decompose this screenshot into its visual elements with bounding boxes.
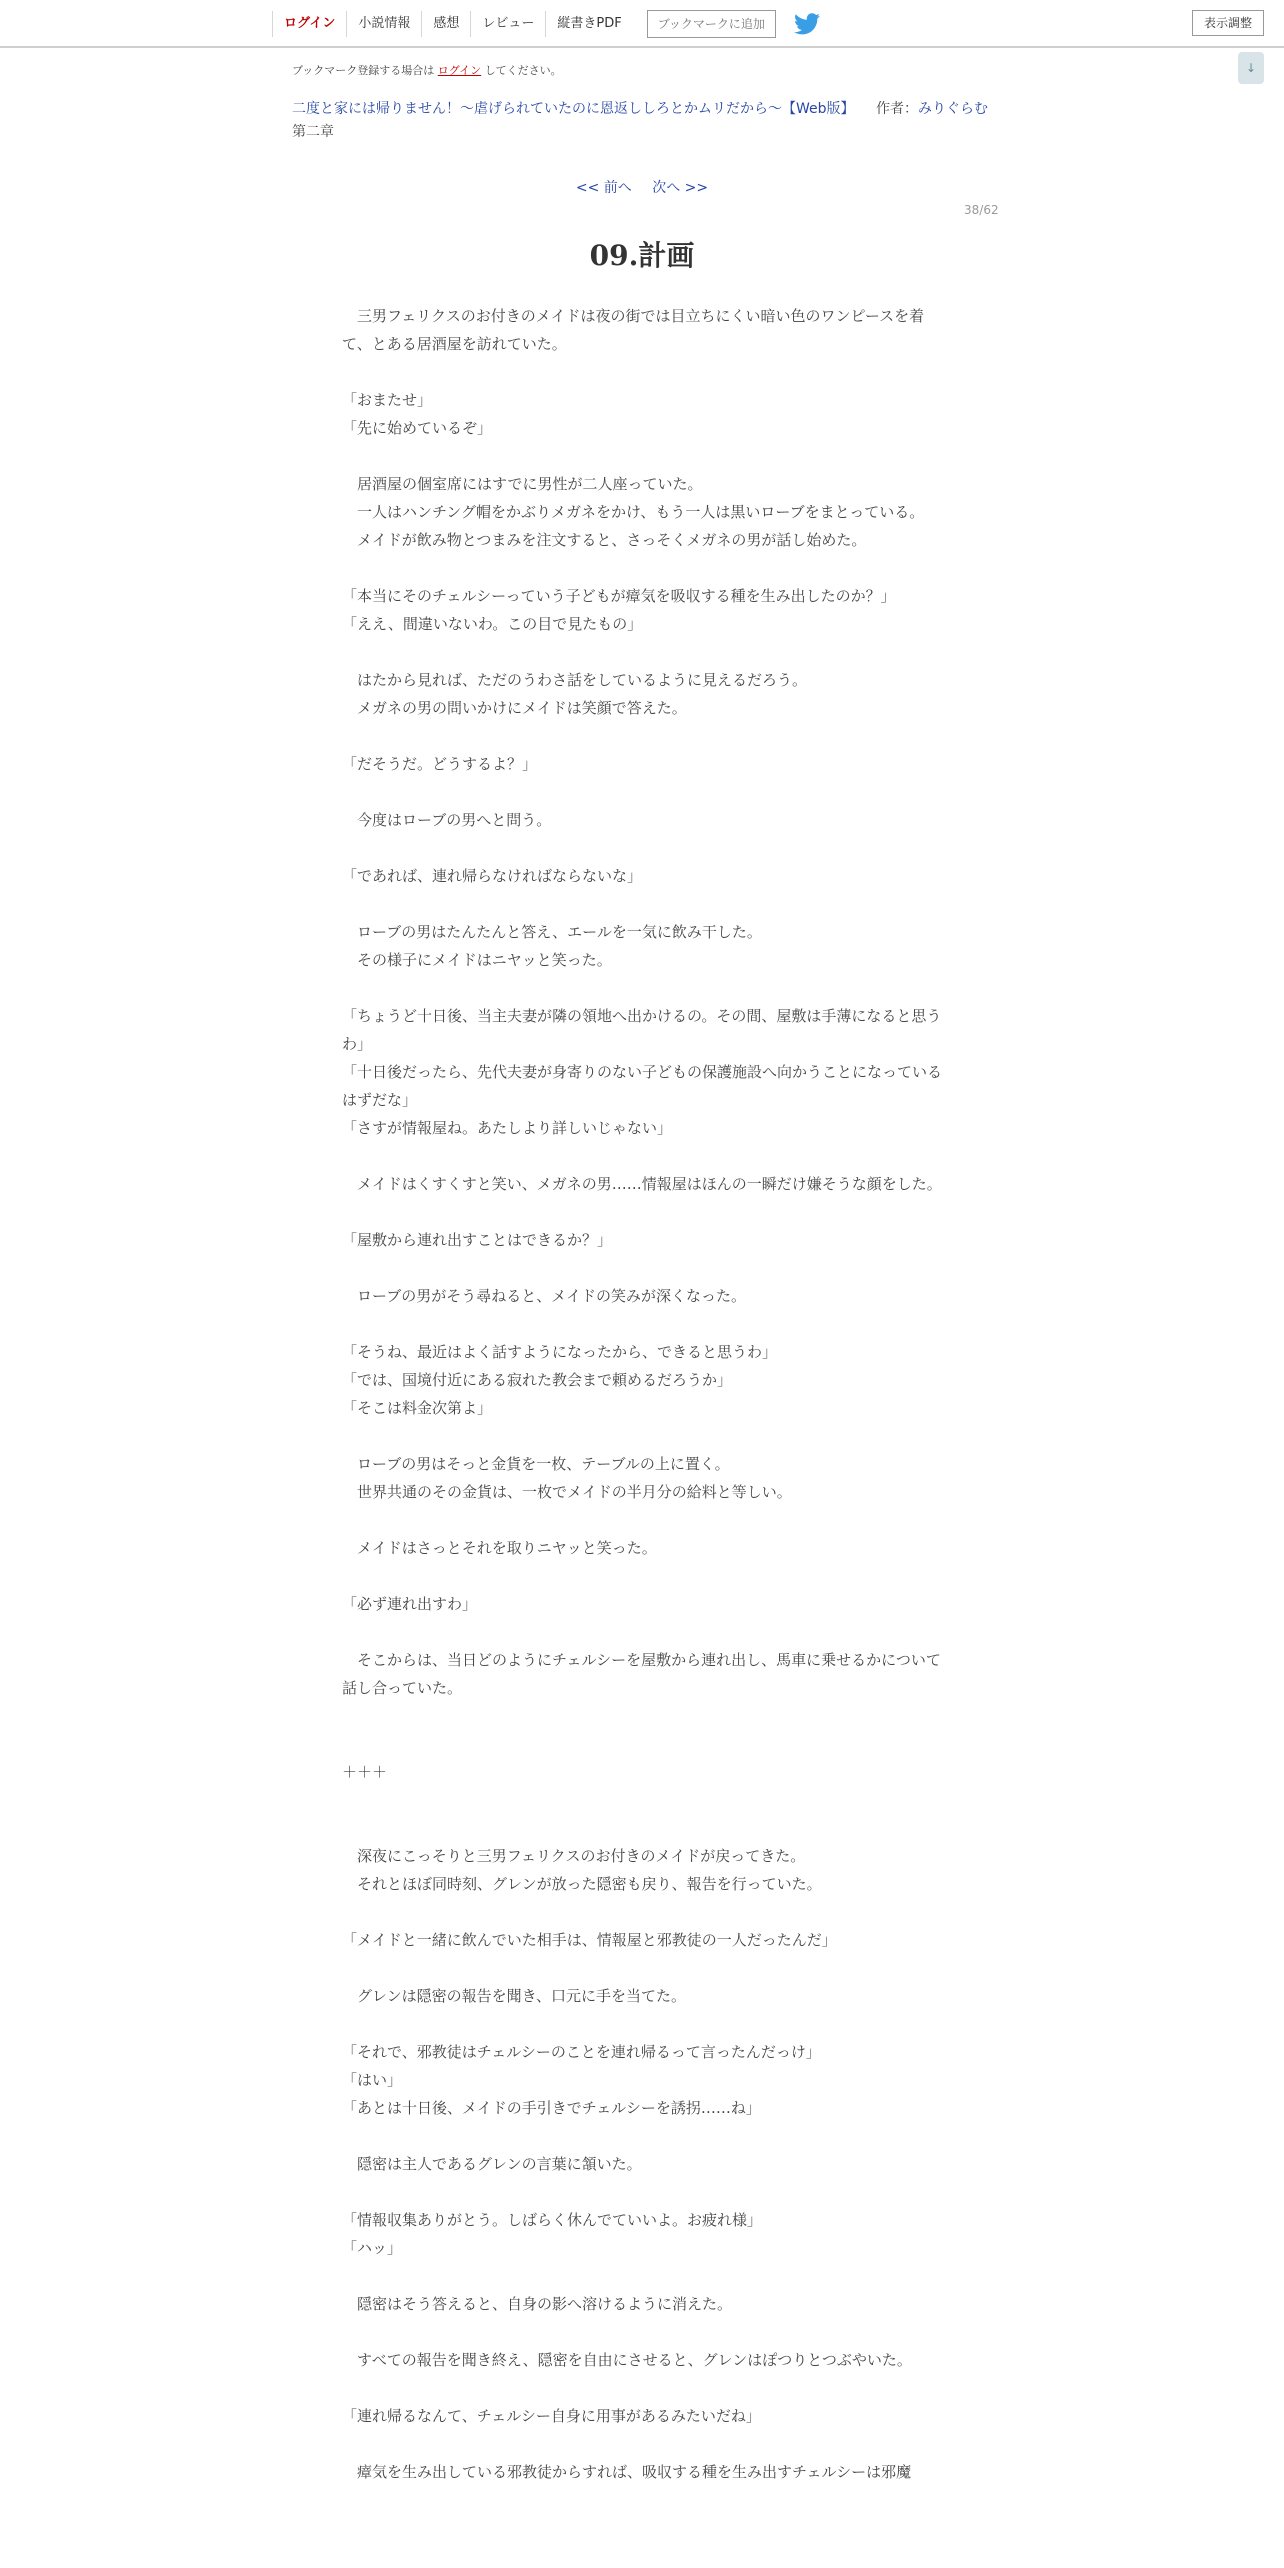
episode-count: 38/62	[964, 203, 999, 217]
nav-login-link[interactable]: ログイン	[272, 11, 346, 37]
author-name-link[interactable]: みりぐらむ	[918, 101, 988, 117]
chapter-name: 第二章	[292, 124, 334, 140]
body-line: 「そこは料金次第よ」	[342, 1399, 493, 1417]
body-line: 「さすが情報屋ね。あたしより詳しいじゃない」	[342, 1119, 673, 1137]
body-line	[342, 890, 942, 918]
body-line: 「であれば、連れ帰らなければならないな」	[342, 867, 643, 885]
body-line	[342, 1198, 942, 1226]
body-line: 「ええ、間違いないわ。この目で見たもの」	[342, 615, 643, 633]
body-line: ローブの男がそう尋ねると、メイドの笑みが深くなった。	[342, 1287, 746, 1305]
body-line	[342, 1618, 942, 1646]
display-settings-button[interactable]: 表示調整	[1192, 10, 1264, 36]
nav-impressions-link[interactable]: 感想	[421, 11, 470, 37]
body-line: その様子にメイドはニヤッと笑った。	[342, 951, 612, 969]
body-line: それとほぼ同時刻、グレンが放った隠密も戻り、報告を行っていた。	[342, 1875, 822, 1893]
body-line	[342, 1254, 942, 1282]
scroll-down-icon[interactable]: ↓	[1238, 52, 1264, 84]
episode-pager	[0, 177, 1284, 197]
prev-episode-link[interactable]: << 前へ	[575, 180, 632, 196]
body-line: 「だそうだ。どうするよ？」	[342, 755, 538, 773]
body-line	[342, 1954, 942, 1982]
body-line: 「ちょうど十日後、当主夫妻が隣の領地へ出かけるの。その間、屋敷は手薄になると思うわ」	[342, 1007, 942, 1053]
body-line: はたから見れば、ただのうわさ話をしているように見えるだろう。	[342, 671, 808, 689]
body-line	[342, 722, 942, 750]
body-line: 「では、国境付近にある寂れた教会まで頼めるだろうか」	[342, 1371, 733, 1389]
body-line	[342, 2430, 942, 2458]
body-line	[342, 1506, 942, 1534]
body-line: メイドはくすくすと笑い、メガネの男……情報屋はほんの一瞬だけ嫌そうな顔をした。	[342, 1175, 942, 1193]
body-line: メイドが飲み物とつまみを注文すると、さっそくメガネの男が話し始めた。	[342, 531, 867, 549]
body-line: ＋＋＋	[342, 1763, 388, 1781]
author-label: 作者：	[876, 101, 918, 117]
body-line: 「メイドと一緒に飲んでいた相手は、情報屋と邪教徒の一人だったんだ」	[342, 1931, 837, 1949]
body-line: 世界共通のその金貨は、一枚でメイドの半月分の給料と等しい。	[342, 1483, 792, 1501]
body-line: 今度はローブの男へと問う。	[342, 811, 552, 829]
body-line	[342, 1562, 942, 1590]
body-line: メイドはさっとそれを取りニヤッと笑った。	[342, 1539, 657, 1557]
body-line	[342, 2010, 942, 2038]
body-line: 「あとは十日後、メイドの手引きでチェルシーを誘拐……ね」	[342, 2099, 761, 2117]
body-line	[342, 2122, 942, 2150]
body-line	[342, 2318, 942, 2346]
nav-vertical-pdf-link[interactable]: 縦書きPDF	[545, 11, 632, 37]
bookmark-note-suffix: してください。	[484, 64, 562, 77]
body-line: 隠密はそう答えると、自身の影へ溶けるように消えた。	[342, 2295, 733, 2313]
body-line: メガネの男の問いかけにメイドは笑顔で答えた。	[342, 699, 687, 717]
author-info	[876, 98, 988, 118]
body-line: 瘴気を生み出している邪教徒からすれば、吸収する種を生み出すチェルシーは邪魔	[342, 2463, 912, 2481]
nav-review-link[interactable]: レビュー	[470, 11, 545, 37]
body-line	[342, 778, 942, 806]
top-navigation-bar	[0, 0, 1284, 48]
body-line	[342, 2178, 942, 2206]
body-line	[342, 638, 942, 666]
body-line: すべての報告を聞き終え、隠密を自由にさせると、グレンはぽつりとつぶやいた。	[342, 2351, 912, 2369]
body-line: ローブの男はそっと金貨を一枚、テーブルの上に置く。	[342, 1455, 730, 1473]
body-line	[342, 1310, 942, 1338]
body-line	[342, 1898, 942, 1926]
body-line: ローブの男はたんたんと答え、エールを一気に飲み干した。	[342, 923, 762, 941]
body-line: グレンは隠密の報告を聞き、口元に手を当てた。	[342, 1987, 687, 2005]
body-line: 「そうね、最近はよく話すようになったから、できると思うわ」	[342, 1343, 778, 1361]
body-line	[342, 358, 942, 386]
body-line: 「連れ帰るなんて、チェルシー自身に用事があるみたいだね」	[342, 2407, 761, 2425]
body-line	[342, 2374, 942, 2402]
body-line	[342, 1814, 942, 1842]
novel-title-link[interactable]: 二度と家には帰りません！～虐げられていたのに恩返ししろとかムリだから～【Web版】	[292, 101, 855, 117]
body-line: 居酒屋の個室席にはすでに男性が二人座っていた。	[342, 475, 703, 493]
body-line: 「必ず連れ出すわ」	[342, 1595, 478, 1613]
body-line: 一人はハンチング帽をかぶりメガネをかけ、もう一人は黒いローブをまとっている。	[342, 503, 925, 521]
body-line: 「はい」	[342, 2071, 403, 2089]
body-line: 深夜にこっそりと三男フェリクスのお付きのメイドが戻ってきた。	[342, 1847, 806, 1865]
nav-menu	[272, 10, 820, 38]
body-line	[342, 1422, 942, 1450]
nav-novel-info-link[interactable]: 小説情報	[346, 11, 421, 37]
body-line: 「屋敷から連れ出すことはできるか？」	[342, 1231, 613, 1249]
body-line	[342, 1702, 942, 1730]
twitter-icon[interactable]	[794, 13, 820, 35]
body-line: 隠密は主人であるグレンの言葉に頷いた。	[342, 2155, 642, 2173]
bookmark-note-login-link[interactable]: ログイン	[437, 64, 482, 77]
episode-title: 09.計画	[589, 239, 695, 272]
add-bookmark-button[interactable]: ブックマークに追加	[647, 10, 776, 38]
body-line	[342, 834, 942, 862]
body-line: 「先に始めているぞ」	[342, 419, 493, 437]
bookmark-note-prefix: ブックマーク登録する場合は	[292, 64, 435, 77]
body-line	[342, 1786, 942, 1814]
body-line	[342, 974, 942, 1002]
body-line	[342, 2262, 942, 2290]
body-line	[342, 1142, 942, 1170]
next-episode-link[interactable]: 次へ >>	[652, 180, 709, 196]
body-line	[342, 442, 942, 470]
body-line: 「情報収集ありがとう。しばらく休んでていいよ。お疲れ様」	[342, 2211, 763, 2229]
body-line: 「本当にそのチェルシーっていう子どもが瘴気を吸収する種を生み出したのか？」	[342, 587, 896, 605]
novel-body	[342, 302, 942, 2486]
bookmark-login-note	[292, 62, 562, 78]
body-line	[342, 1730, 942, 1758]
body-line: 「おまたせ」	[342, 391, 433, 409]
body-line: 三男フェリクスのお付きのメイドは夜の街では目立ちにくい暗い色のワンピースを着て、とある居酒屋を訪れていた。	[342, 307, 925, 353]
body-line: 「十日後だったら、先代夫妻が身寄りのない子どもの保護施設へ向かうことになっているはずだな」	[342, 1063, 943, 1109]
body-line: 「ハッ」	[342, 2239, 403, 2257]
body-line	[342, 554, 942, 582]
body-line: そこからは、当日どのようにチェルシーを屋敷から連れ出し、馬車に乗せるかについて話し合っていた。	[342, 1651, 941, 1697]
body-line: 「それで、邪教徒はチェルシーのことを連れ帰るって言ったんだっけ」	[342, 2043, 821, 2061]
